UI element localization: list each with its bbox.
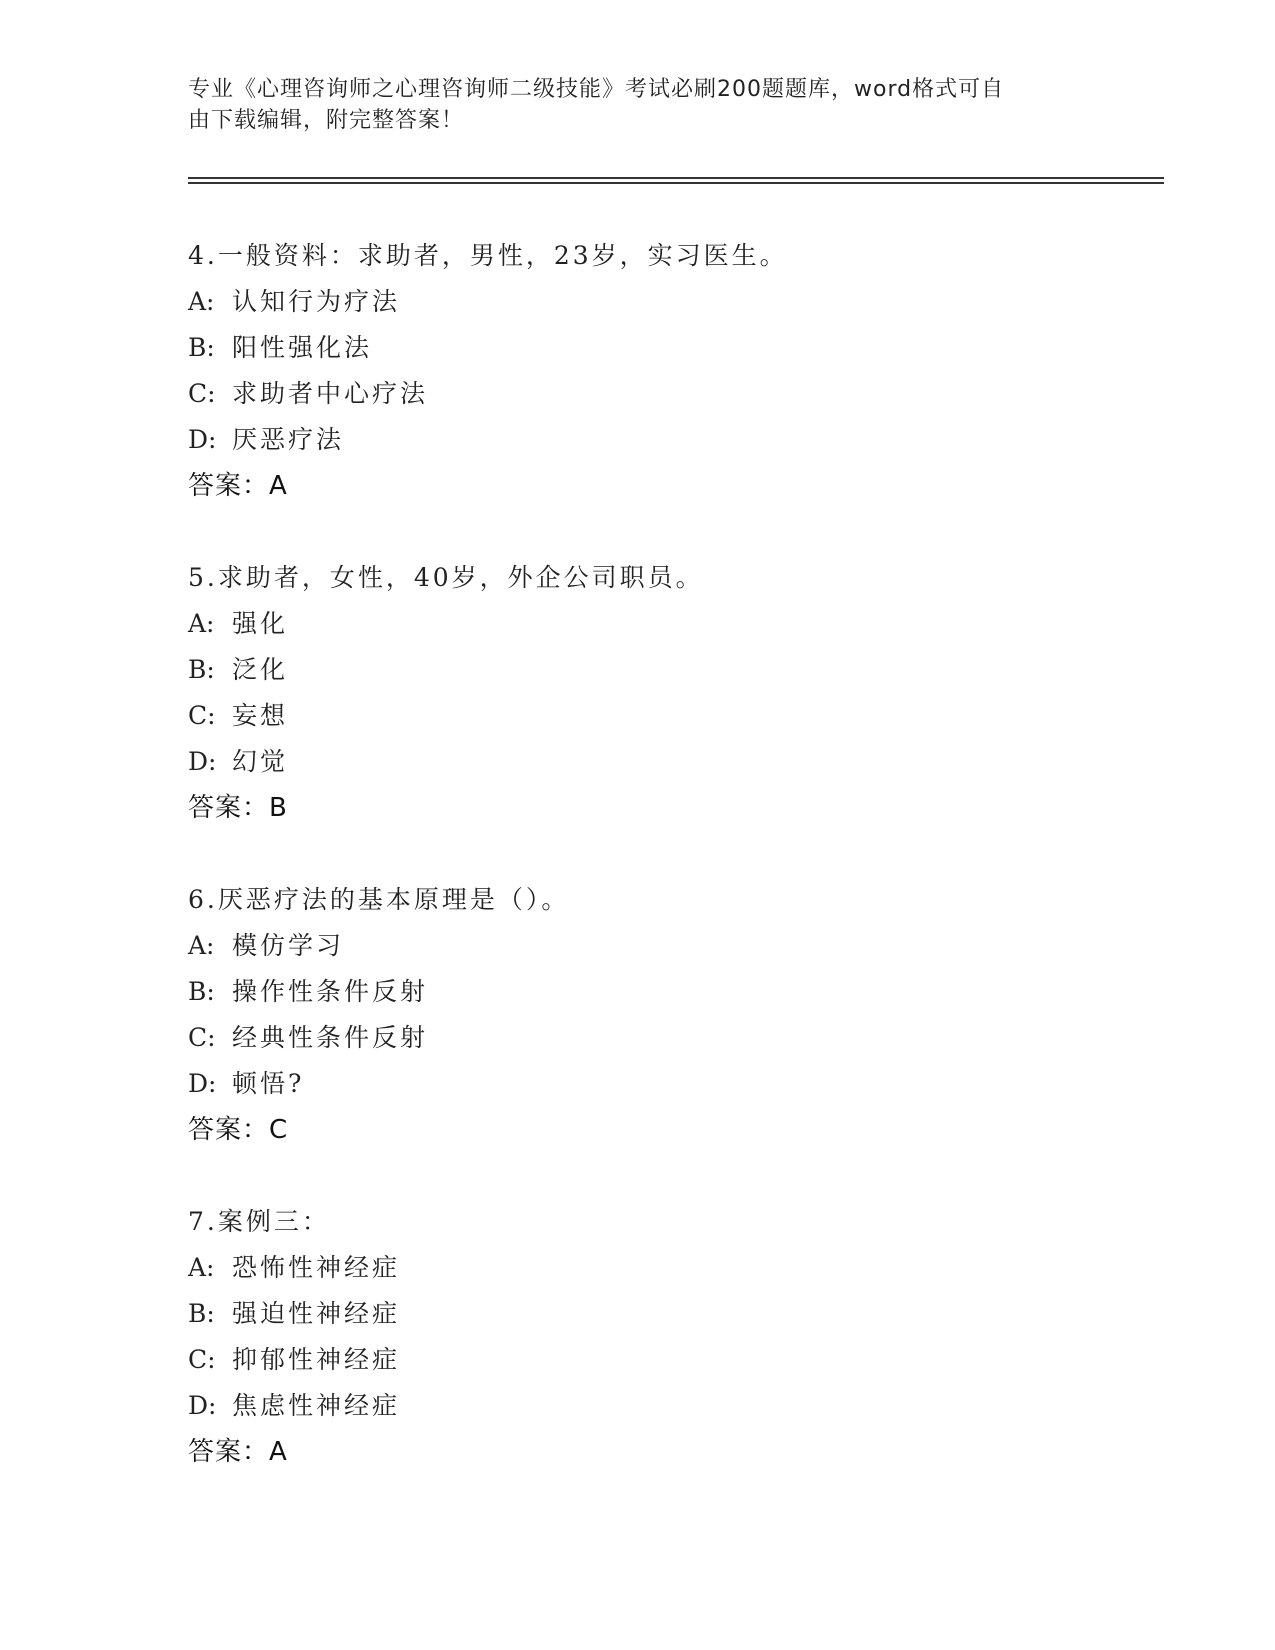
- option-letter: B:: [188, 333, 215, 362]
- option-letter: D:: [188, 425, 217, 454]
- option-letter: B:: [188, 1299, 215, 1328]
- option-letter: C:: [188, 701, 216, 730]
- option-c: [188, 693, 1138, 739]
- option-text: 强迫性神经症: [232, 1299, 401, 1328]
- option-a: [188, 601, 1138, 647]
- option-b: [188, 647, 1138, 693]
- question-stem: 7.案例三：: [188, 1207, 330, 1236]
- option-text: 操作性条件反射: [232, 977, 429, 1006]
- option-a: [188, 923, 1138, 969]
- option-letter: D:: [188, 1391, 217, 1420]
- option-c: [188, 1015, 1138, 1061]
- option-text: 焦虑性神经症: [232, 1391, 401, 1420]
- question-item: [188, 555, 1138, 877]
- option-letter: C:: [188, 1023, 216, 1052]
- option-letter: A:: [188, 1253, 215, 1282]
- option-d: [188, 1383, 1138, 1429]
- option-text: 模仿学习: [232, 931, 345, 960]
- question-item: [188, 877, 1138, 1199]
- question-stem: 4.一般资料：求助者，男性，23岁，实习医生。: [188, 241, 788, 270]
- option-letter: D:: [188, 747, 217, 776]
- option-letter: C:: [188, 379, 216, 408]
- header-divider-bottom: [188, 182, 1164, 184]
- option-text: 抑郁性神经症: [232, 1345, 401, 1374]
- option-b: [188, 1291, 1138, 1337]
- option-letter: B:: [188, 977, 215, 1006]
- option-letter: C:: [188, 1345, 216, 1374]
- question-stem: 5.求助者，女性，40岁，外企公司职员。: [188, 563, 704, 592]
- question-list: [188, 233, 1138, 1521]
- option-letter: D:: [188, 1069, 217, 1098]
- option-text: 求助者中心疗法: [232, 379, 429, 408]
- option-letter: A:: [188, 609, 215, 638]
- option-text: 顿悟?: [232, 1069, 305, 1098]
- option-a: [188, 1245, 1138, 1291]
- option-letter: A:: [188, 931, 215, 960]
- answer-line: 答案：C: [188, 1115, 289, 1145]
- option-text: 阳性强化法: [232, 333, 373, 362]
- option-c: [188, 1337, 1138, 1383]
- option-letter: B:: [188, 655, 215, 684]
- option-d: [188, 1061, 1138, 1107]
- option-text: 妄想: [232, 701, 289, 730]
- question-item: [188, 233, 1138, 555]
- option-c: [188, 371, 1138, 417]
- document-header: [188, 74, 1068, 136]
- option-a: [188, 279, 1138, 325]
- option-text: 强化: [232, 609, 289, 638]
- question-item: [188, 1199, 1138, 1521]
- option-b: [188, 969, 1138, 1015]
- header-divider-top: [188, 177, 1164, 179]
- option-text: 认知行为疗法: [232, 287, 401, 316]
- answer-line: 答案：A: [188, 1437, 288, 1467]
- option-text: 厌恶疗法: [232, 425, 345, 454]
- header-line-2: 由下载编辑，附完整答案！: [188, 108, 465, 133]
- option-letter: A:: [188, 287, 215, 316]
- question-stem: 6.厌恶疗法的基本原理是（）。: [188, 885, 570, 914]
- option-b: [188, 325, 1138, 371]
- option-text: 幻觉: [232, 747, 289, 776]
- header-line-1: 专业《心理咨询师之心理咨询师二级技能》考试必刷200题题库，word格式可自: [188, 77, 1005, 102]
- option-text: 经典性条件反射: [232, 1023, 429, 1052]
- answer-line: 答案：A: [188, 471, 288, 501]
- option-d: [188, 739, 1138, 785]
- option-text: 恐怖性神经症: [232, 1253, 401, 1282]
- option-d: [188, 417, 1138, 463]
- option-text: 泛化: [232, 655, 289, 684]
- answer-line: 答案：B: [188, 793, 288, 823]
